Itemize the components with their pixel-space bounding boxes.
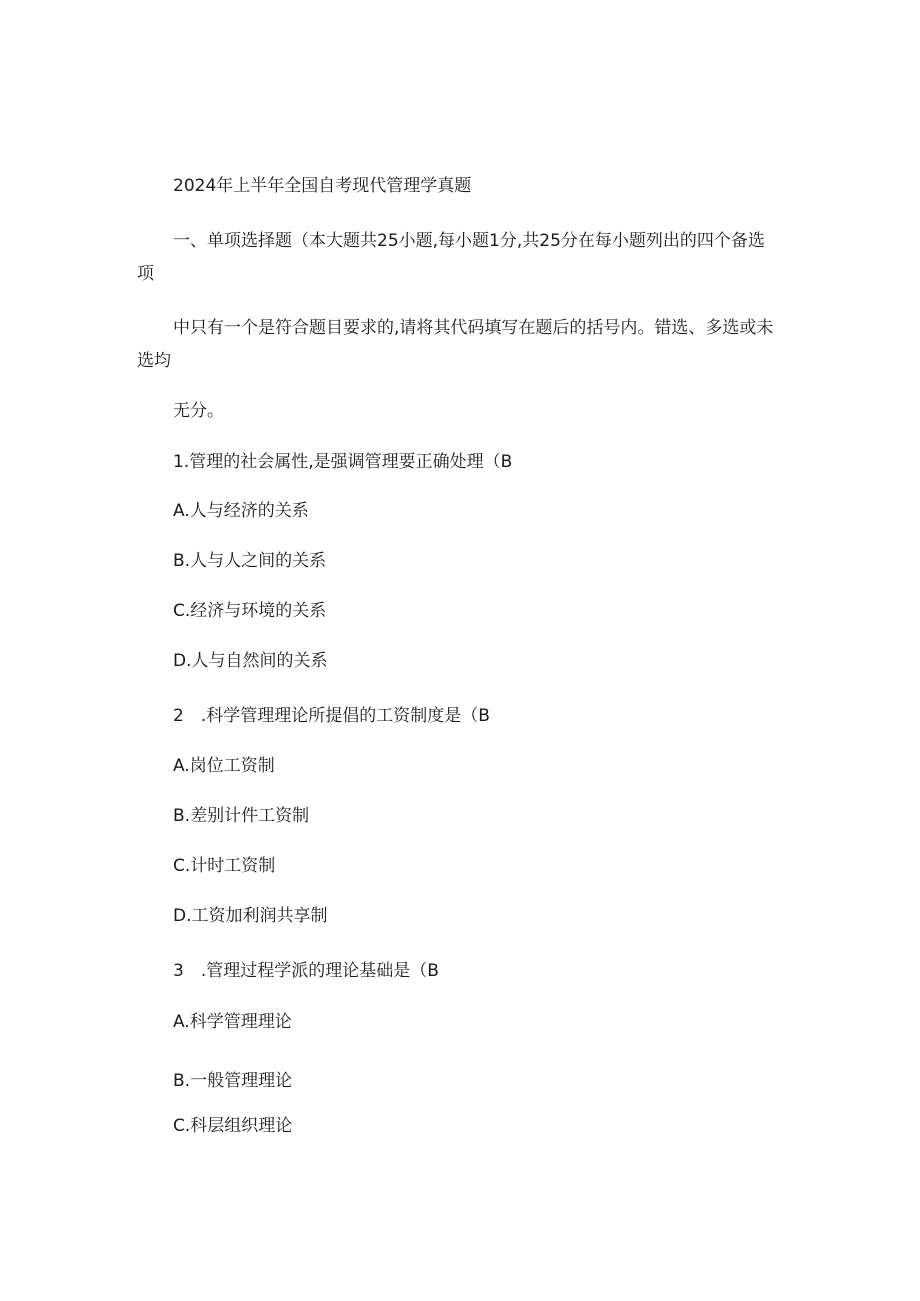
question-2-option-b: B.差别计件工资制 xyxy=(173,806,310,826)
question-3-option-a: A.科学管理理论 xyxy=(173,1012,292,1032)
question-2-option-a: A.岗位工资制 xyxy=(173,756,275,776)
instruction-line-1: 一、单项选择题（本大题共25小题,每小题1分,共25分在每小题列出的四个备选 xyxy=(173,231,765,251)
question-3-option-b: B.一般管理理论 xyxy=(173,1071,293,1091)
question-2-option-c: C.计时工资制 xyxy=(173,856,276,876)
instruction-line-2: 中只有一个是符合题目要求的,请将其代码填写在题后的括号内。错选、多选或未 xyxy=(173,318,774,338)
question-2-stem: 2 .科学管理理论所提倡的工资制度是（B xyxy=(173,706,490,726)
question-2-option-d: D.工资加利润共享制 xyxy=(173,906,328,926)
question-3-stem: 3 .管理过程学派的理论基础是（B xyxy=(173,961,439,981)
instruction-line-3: 无分。 xyxy=(173,401,224,421)
question-1-option-b: B.人与人之间的关系 xyxy=(173,551,327,571)
question-3-option-c: C.科层组织理论 xyxy=(173,1116,293,1136)
instruction-line-1-continued: 项 xyxy=(137,264,154,284)
question-1-option-a: A.人与经济的关系 xyxy=(173,501,309,521)
question-1-option-c: C.经济与环境的关系 xyxy=(173,601,327,621)
question-1-stem: 1.管理的社会属性,是强调管理要正确处理（B xyxy=(173,452,513,472)
document-title: 2024年上半年全国自考现代管理学真题 xyxy=(173,176,472,196)
question-1-option-d: D.人与自然间的关系 xyxy=(173,651,328,671)
instruction-line-2-continued: 选均 xyxy=(137,351,171,371)
